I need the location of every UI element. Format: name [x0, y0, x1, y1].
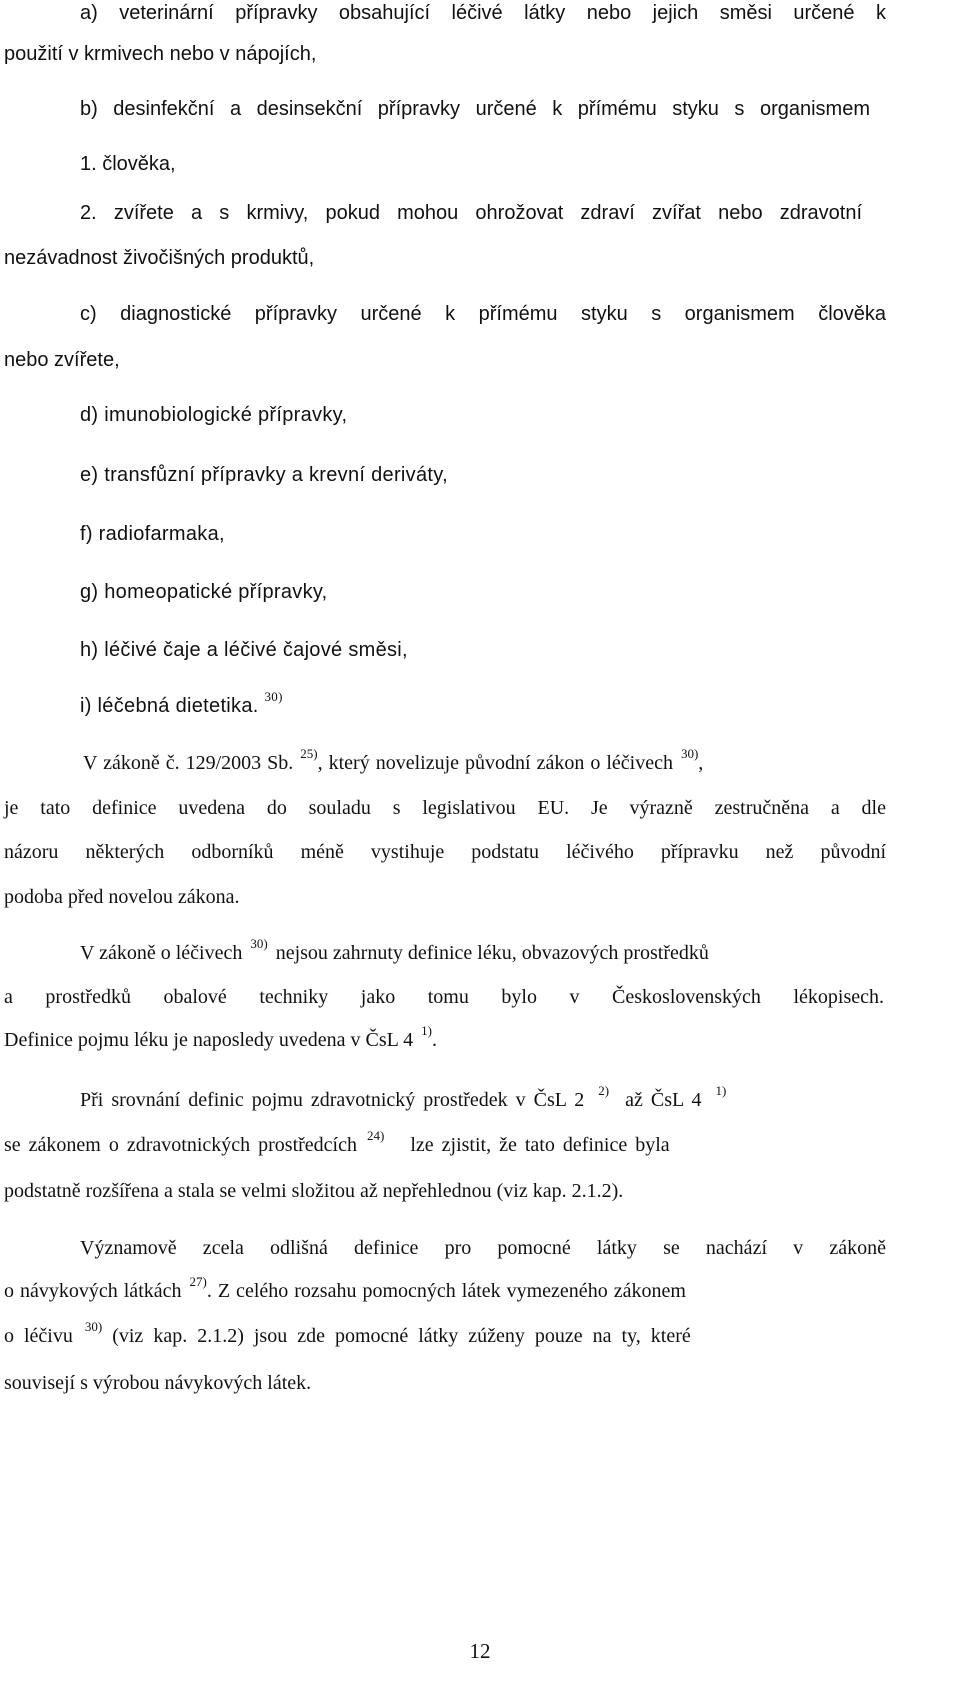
text-span: Definice pojmu léku je naposledy uvedena v ČsL 4 [4, 1029, 414, 1051]
text-span: V zákoně č. 129/2003 Sb. [83, 752, 294, 774]
text-line: 1. člověka, [80, 153, 176, 175]
text-span: , [698, 752, 704, 774]
text-line: podoba před novelou zákona. [4, 886, 240, 908]
text-line: a prostředků obalové techniky jako tomu bylo v Československých lékopisech. [4, 986, 884, 1008]
text-line: nebo zvířete, [4, 349, 120, 371]
footnote-reference: 30) [250, 936, 268, 951]
footnote-reference: 24) [366, 1128, 385, 1143]
text-span: lze zjistit, že tato definice byla [410, 1134, 670, 1156]
text-line [80, 689, 283, 717]
text-line: souvisejí s výrobou návykových látek. [4, 1372, 312, 1394]
text-span: , který novelizuje původní zákon o léčivech [317, 752, 673, 774]
text-span: o návykových látkách [4, 1280, 182, 1302]
text-span: (viz kap. 2.1.2) jsou zde pomocné látky zúženy pouze na ty, které [112, 1325, 691, 1347]
text-line: a) veterinární přípravky obsahující léčivé látky nebo jejich směsi určené k [80, 2, 886, 24]
text-line: d) imunobiologické přípravky, [80, 404, 348, 426]
footnote-reference: 30) [264, 689, 283, 704]
text-span: V zákoně o léčivech [80, 942, 243, 964]
text-line [4, 1023, 437, 1051]
text-line [80, 936, 709, 964]
text-span: nejsou zahrnuty definice léku, obvazových prostředků [275, 942, 709, 964]
text-span: . Z celého rozsahu pomocných látek vymezeného zákonem [206, 1280, 686, 1302]
text-line: podstatně rozšířena a stala se velmi složitou až nepřehlednou (viz kap. 2.1.2). [4, 1180, 624, 1202]
text-line: je tato definice uvedena do souladu s legislativou EU. Je výrazně zestručněna a dle [4, 797, 886, 819]
text-line [83, 746, 704, 774]
footnote-reference: 30) [680, 746, 699, 761]
footnote-reference: 1) [421, 1023, 432, 1038]
text-line: h) léčivé čaje a léčivé čajové směsi, [80, 639, 408, 661]
text-line [4, 1128, 670, 1156]
text-line: b) desinfekční a desinsekční přípravky určené k přímému styku s organismem [80, 98, 870, 120]
text-line: použití v krmivech nebo v nápojích, [4, 43, 317, 65]
text-line: c) diagnostické přípravky určené k přímému styku s organismem člověka [80, 303, 886, 325]
text-line: f) radiofarmaka, [80, 523, 225, 545]
text-span: se zákonem o zdravotnických prostředcích [4, 1134, 357, 1156]
text-line [80, 1083, 727, 1111]
footnote-reference: 30) [84, 1319, 103, 1334]
text-line: Významově zcela odlišná definice pro pomocné látky se nachází v zákoně [80, 1237, 886, 1259]
text-line [4, 1319, 691, 1347]
text-line: názoru některých odborníků méně vystihuje podstatu léčivého přípravku než původní [4, 841, 886, 863]
text-span: až ČsL 4 [625, 1089, 702, 1111]
page-number: 12 [469, 1639, 491, 1663]
text-span: . [432, 1029, 437, 1051]
text-span: o léčivu [4, 1325, 73, 1347]
text-line: nezávadnost živočišných produktů, [4, 247, 315, 269]
footnote-reference: 1) [715, 1083, 727, 1098]
text-line [4, 1274, 686, 1302]
text-span: Při srovnání definic pojmu zdravotnický prostředek v ČsL 2 [80, 1089, 585, 1111]
text-line: e) transfůzní přípravky a krevní deriváty, [80, 464, 448, 486]
footnote-reference: 27) [189, 1274, 207, 1289]
text-line: 2. zvířete a s krmivy, pokud mohou ohrožovat zdraví zvířat nebo zdravotní [80, 202, 862, 224]
text-span: i) léčebná dietetika. [80, 695, 259, 717]
text-line: g) homeopatické přípravky, [80, 581, 328, 603]
footnote-reference: 2) [598, 1083, 610, 1098]
footnote-reference: 25) [300, 746, 318, 761]
